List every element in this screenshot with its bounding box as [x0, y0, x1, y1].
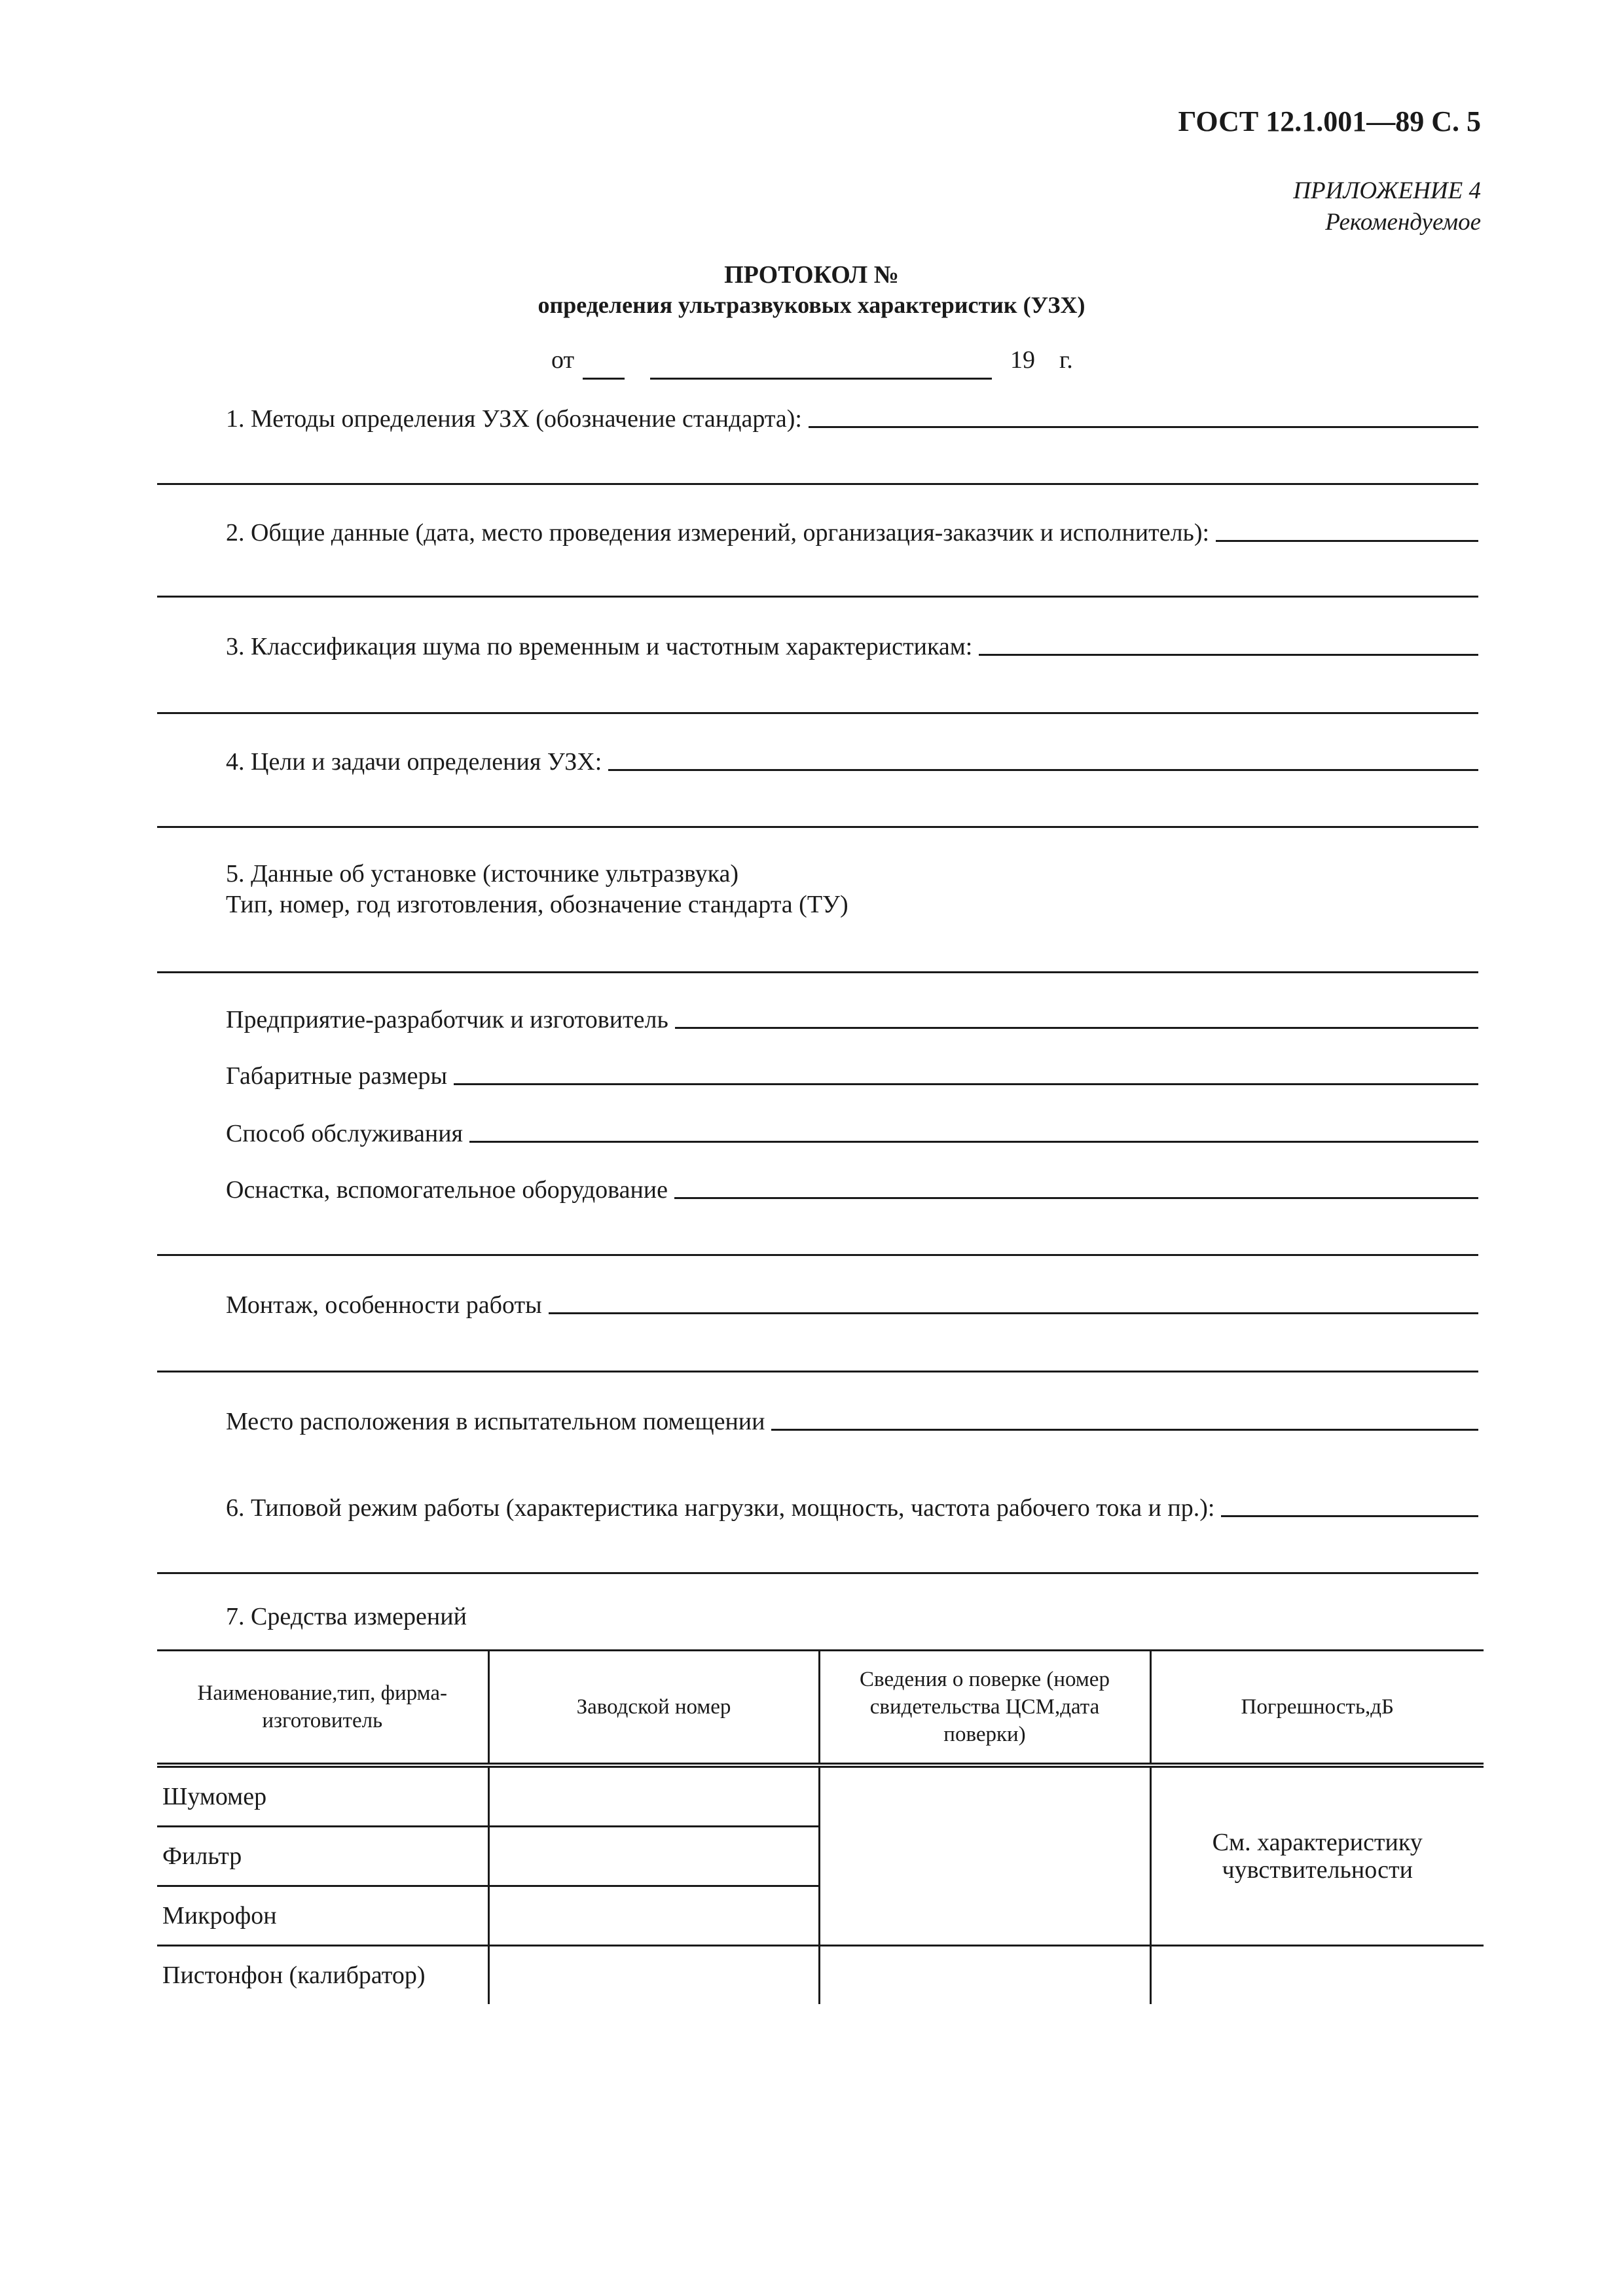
dimensions-label: Габаритные размеры — [226, 1062, 448, 1090]
equipment-continuation-line[interactable] — [157, 1254, 1478, 1256]
equipment-row — [226, 1172, 1478, 1204]
sound-level-meter-serial-cell[interactable] — [488, 1765, 819, 1827]
mounting-row — [226, 1287, 1478, 1319]
date-suffix: г. — [1059, 346, 1073, 374]
instruments-table-header — [157, 1651, 1484, 1766]
section-5-label: 5. Данные об установке (источнике ультразвука) — [226, 860, 739, 888]
section-1-label: 1. Методы определения УЗХ (обозначение стандарта): — [226, 405, 802, 433]
appendix-block — [1293, 175, 1481, 238]
filter-serial-cell[interactable] — [488, 1827, 819, 1886]
section-1-continuation-line[interactable] — [157, 483, 1478, 485]
location-label: Место расположения в испытательном помещении — [226, 1408, 765, 1435]
date-prefix: от — [551, 346, 575, 374]
dimensions-row — [226, 1058, 1478, 1090]
section-6-field[interactable] — [1221, 1515, 1478, 1517]
section-2-label: 2. Общие данные (дата, место проведения измерений, организация-заказчик и исполнитель): — [226, 519, 1210, 547]
mounting-label: Монтаж, особенности работы — [226, 1291, 542, 1319]
header-serial-number: Заводской номер — [488, 1651, 819, 1766]
pistonphone-error-cell[interactable] — [1150, 1946, 1484, 2005]
mounting-continuation-line[interactable] — [157, 1371, 1478, 1372]
row-label-sound-level-meter: Шумомер — [162, 1783, 267, 1810]
date-day-field[interactable] — [583, 378, 625, 380]
section-5-sublabel: Тип, номер, год изготовления, обозначение стандарта (ТУ) — [226, 891, 848, 918]
document-reference: ГОСТ 12.1.001—89 С. 5 — [1178, 105, 1481, 137]
date-year: 19 — [1010, 346, 1035, 374]
section-3-continuation-line[interactable] — [157, 712, 1478, 714]
verification-merged-cell[interactable] — [819, 1765, 1150, 1946]
sensitivity-note-cell: См. характеристику чувствительности — [1150, 1765, 1484, 1946]
row-label-microphone: Микрофон — [157, 1886, 488, 1946]
section-3-row — [226, 628, 1478, 661]
section-4-field[interactable] — [608, 769, 1478, 771]
table-row — [157, 1765, 1484, 1827]
date-month-field[interactable] — [650, 378, 992, 380]
service-field[interactable] — [469, 1141, 1478, 1143]
microphone-serial-cell[interactable] — [488, 1886, 819, 1946]
instruments-table — [157, 1649, 1484, 2004]
section-6-row — [226, 1490, 1478, 1522]
section-6-label: 6. Типовой режим работы (характеристика нагрузки, мощность, частота рабочего тока и пр.): — [226, 1494, 1215, 1522]
row-label-filter: Фильтр — [157, 1827, 488, 1886]
service-label: Способ обслуживания — [226, 1120, 464, 1147]
manufacturer-label: Предприятие-разработчик и изготовитель — [226, 1006, 668, 1033]
appendix-label: ПРИЛОЖЕНИЕ 4 — [1293, 177, 1481, 204]
pistonphone-verification-cell[interactable] — [819, 1946, 1150, 2005]
service-row — [226, 1115, 1478, 1148]
section-4-label: 4. Цели и задачи определения УЗХ: — [226, 748, 602, 776]
equipment-field[interactable] — [674, 1197, 1478, 1199]
section-3-field[interactable] — [979, 654, 1478, 656]
table-row — [157, 1946, 1484, 2005]
manufacturer-field[interactable] — [675, 1027, 1478, 1029]
header-error-db: Погрешность,дБ — [1150, 1651, 1484, 1766]
pistonphone-serial-cell[interactable] — [488, 1946, 819, 2005]
section-6-continuation-line[interactable] — [157, 1572, 1478, 1574]
manufacturer-row — [226, 1001, 1478, 1034]
dimensions-field[interactable] — [454, 1083, 1478, 1085]
location-row — [226, 1403, 1478, 1436]
header-name-type: Наименование,тип, фирма-изготовитель — [157, 1651, 488, 1766]
section-5-type-field[interactable] — [157, 971, 1478, 973]
recommended-label: Рекомендуемое — [1325, 209, 1481, 236]
section-7-label: 7. Средства измерений — [226, 1603, 467, 1630]
header-verification-info: Сведения о поверке (номер свидетельства ЦСМ,дата поверки) — [819, 1651, 1150, 1766]
section-4-row — [226, 744, 1478, 776]
section-2-continuation-line[interactable] — [157, 596, 1478, 598]
section-4-continuation-line[interactable] — [157, 826, 1478, 828]
protocol-subtitle: определения ультразвуковых характеристик (УЗХ) — [538, 292, 1085, 318]
section-3-label: 3. Классификация шума по временным и частотным характеристикам: — [226, 633, 973, 660]
section-1-field[interactable] — [809, 426, 1478, 428]
section-1-row — [226, 401, 1478, 433]
row-label-pistonphone: Пистонфон (калибратор) — [157, 1946, 488, 2005]
protocol-title: ПРОТОКОЛ № — [724, 261, 899, 289]
section-2-row — [226, 514, 1478, 547]
mounting-field[interactable] — [549, 1312, 1478, 1314]
section-2-field[interactable] — [1216, 540, 1478, 542]
equipment-label: Оснастка, вспомогательное оборудование — [226, 1176, 668, 1204]
location-field[interactable] — [771, 1429, 1478, 1431]
